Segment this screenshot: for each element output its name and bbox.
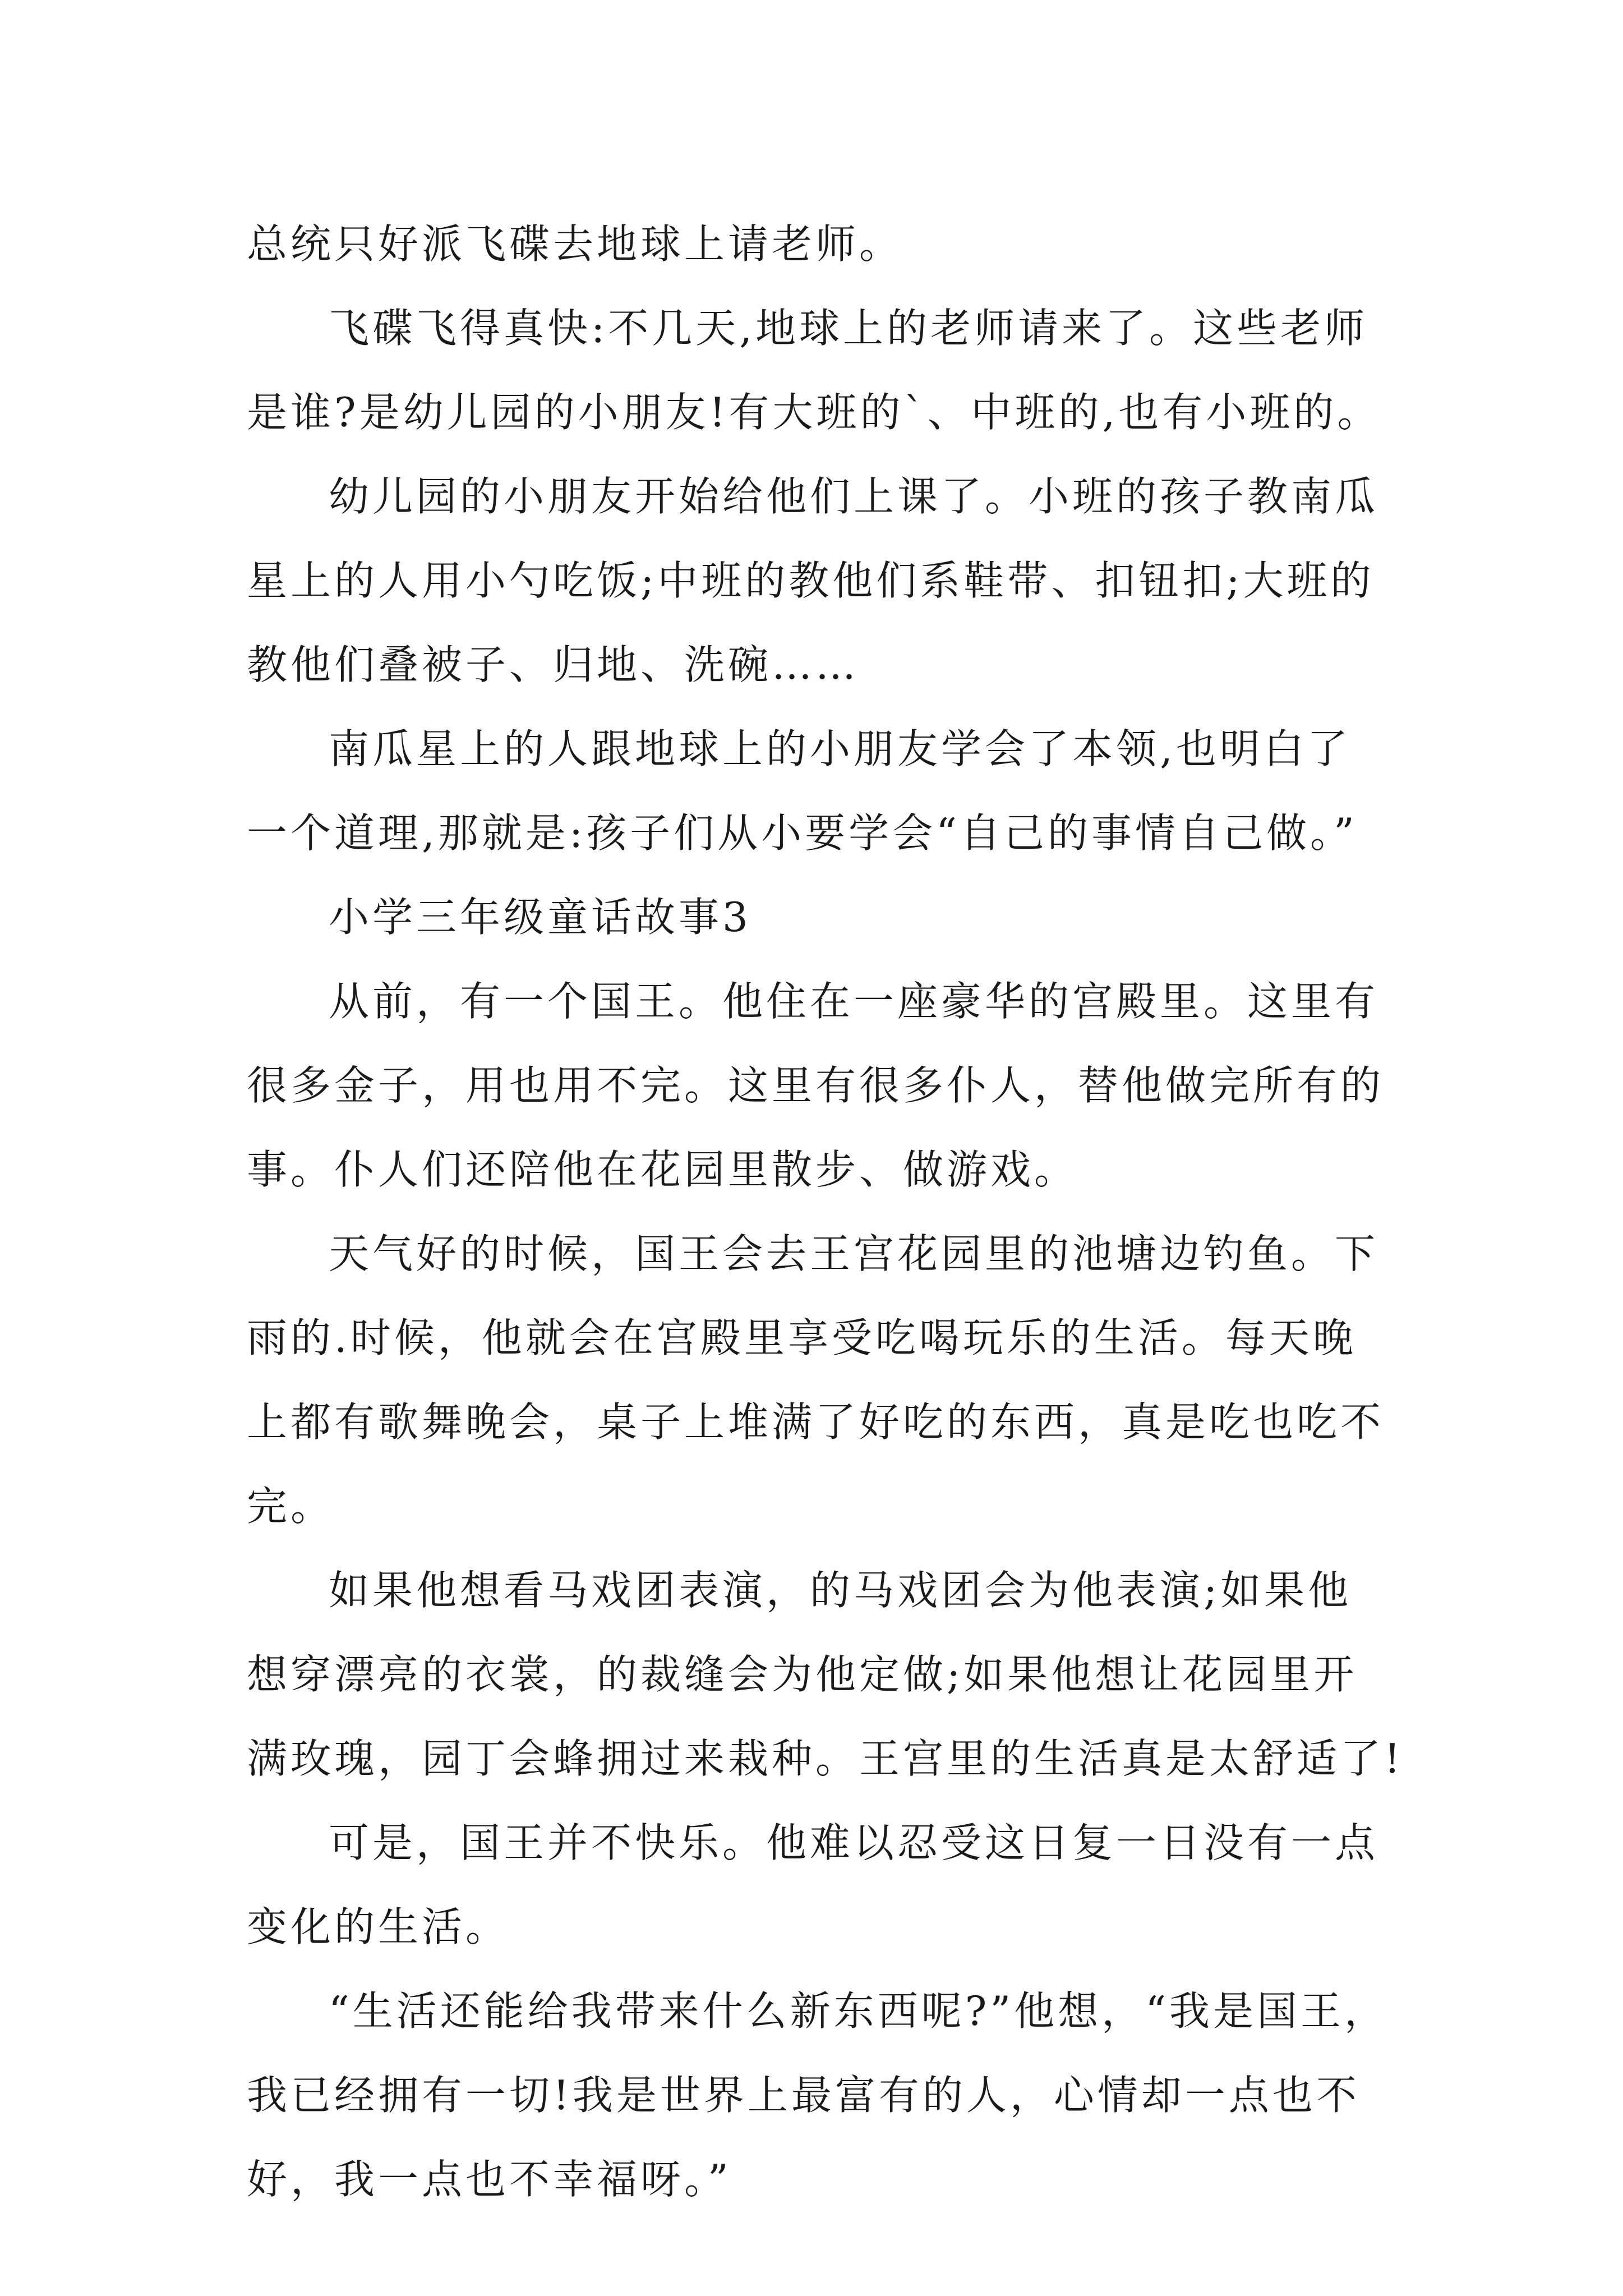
text-line: 好，我一点也不幸福呀。” [247, 2156, 732, 2203]
text-line: 从前，有一个国王。他住在一座豪华的宫殿里。这里有 [329, 978, 1379, 1025]
text-line: 很多金子，用也用不完。这里有很多仆人，替他做完所有的 [247, 1062, 1385, 1109]
text-line: “生活还能给我带来什么新东西呢?”他想，“我是国王， [329, 1987, 1389, 2035]
text-line: 南瓜星上的人跟地球上的小朋友学会了本领,也明白了 [329, 725, 1351, 772]
text-line: 是谁?是幼儿园的小朋友!有大班的`、中班的,也有小班的。 [247, 389, 1381, 436]
text-line: 事。仆人们还陪他在花园里散步、做游戏。 [247, 1146, 1078, 1193]
text-line: 如果他想看马戏团表演，的马戏团会为他表演;如果他 [329, 1567, 1352, 1614]
text-line: 天气好的时候，国王会去王宫花园里的池塘边钓鱼。下 [329, 1230, 1379, 1277]
text-line: 可是，国王并不快乐。他难以忍受这日复一日没有一点 [329, 1819, 1379, 1866]
text-line: 总统只好派飞碟去地球上请老师。 [247, 220, 903, 268]
text-line: 幼儿园的小朋友开始给他们上课了。小班的孩子教南瓜 [329, 473, 1379, 520]
text-line: 完。 [247, 1483, 335, 1530]
text-line: 飞碟飞得真快:不几天,地球上的老师请来了。这些老师 [329, 305, 1368, 352]
text-line: 变化的生活。 [247, 1903, 510, 1950]
document-body [247, 202, 1430, 2221]
text-line: 上都有歌舞晚会，桌子上堆满了好吃的东西，真是吃也吃不 [247, 1398, 1385, 1446]
text-line: 星上的人用小勺吃饭;中班的教他们系鞋带、扣钮扣;大班的 [247, 557, 1375, 604]
text-line: 雨的.时候，他就会在宫殿里享受吃喝玩乐的生活。每天晚 [247, 1314, 1357, 1361]
text-line: 想穿漂亮的衣裳，的裁缝会为他定做;如果他想让花园里开 [247, 1651, 1358, 1698]
text-line: 教他们叠被子、归地、洗碗…… [247, 641, 860, 688]
text-line: 一个道理,那就是:孩子们从小要学会“自己的事情自己做。” [247, 809, 1358, 857]
text-line: 我已经拥有一切!我是世界上最富有的人，心情却一点也不 [247, 2072, 1360, 2119]
text-line: 满玫瑰，园丁会蜂拥过来栽种。王宫里的生活真是太舒适了! [247, 1735, 1404, 1782]
section-heading: 小学三年级童话故事3 [329, 894, 751, 941]
